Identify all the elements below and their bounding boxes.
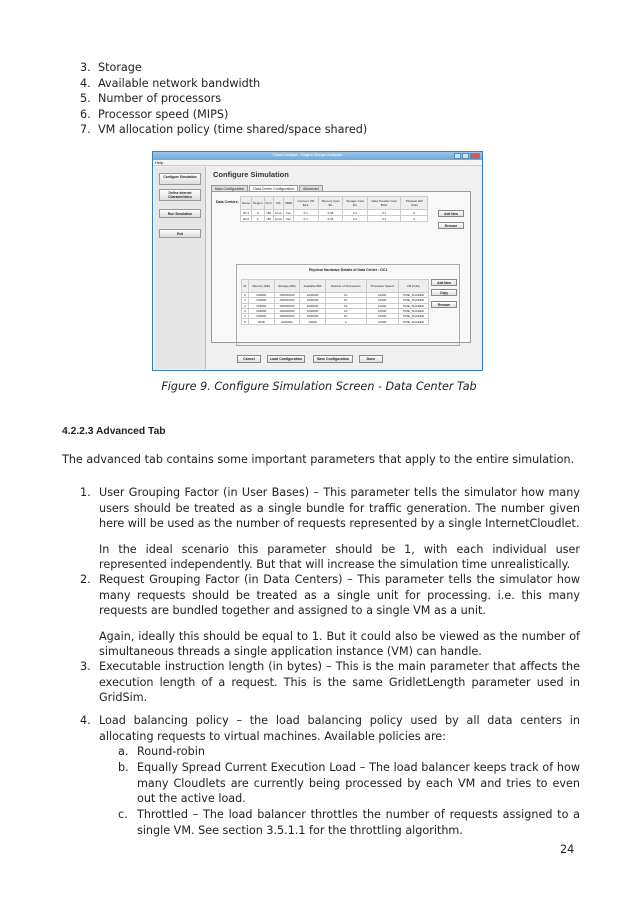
table-row[interactable]: 1 204800 100000000 1000000 10 10000 TIME_SHARED <box>242 298 429 303</box>
run-simulation-button[interactable]: Run Simulation <box>159 209 201 218</box>
intro-paragraph: The advanced tab contains some important parameters that apply to the entire simulation. <box>62 453 575 466</box>
left-navigation <box>155 167 206 369</box>
tab-main-configuration[interactable]: Main Configuration <box>211 185 248 192</box>
section-heading: 4.2.2.3 Advanced Tab <box>62 426 166 437</box>
done-button[interactable]: Done <box>359 355 383 363</box>
configure-simulation-button[interactable]: Configure Simulation <box>159 173 201 185</box>
list-item: 5. Number of processors <box>80 92 222 106</box>
window-controls <box>454 153 480 159</box>
list-item: 3. Executable instruction length (in bytes) – This is the main parameter that affects the execution length of a request. This is the same GridletLength parameter used in GridSim. <box>80 660 580 705</box>
figure-caption: Figure 9. Configure Simulation Screen - Data Center Tab <box>161 380 477 393</box>
list-item: 7. VM allocation policy (time shared/space shared) <box>80 123 368 137</box>
table-header: Id Memory (Mb) Storage (Mb) Available BW Number of Processors Processor Speed VM Policy <box>242 280 429 293</box>
configure-simulation-heading: Configure Simulation <box>213 170 289 179</box>
data-center-table <box>240 196 428 222</box>
hw-copy-button[interactable]: Copy <box>431 289 457 296</box>
table-row[interactable]: 2 204800 100000000 1000000 10 10000 TIME_SHARED <box>242 303 429 308</box>
physical-hardware-panel <box>236 264 460 346</box>
table-row[interactable]: 5 2048 1000000 10000 4 10000 TIME_SHARED <box>242 319 429 324</box>
configure-simulation-screenshot <box>152 151 483 371</box>
table-row[interactable]: DC2 1 x86 Linux Xen 0.1 0.05 0.1 0.1 2 <box>241 216 428 222</box>
hw-remove-button[interactable]: Remove <box>431 301 457 308</box>
maximize-icon[interactable] <box>462 153 469 159</box>
list-item: 6. Processor speed (MIPS) <box>80 107 229 121</box>
save-configuration-button[interactable]: Save Configuration <box>313 355 353 363</box>
list-item: 3. Storage <box>80 61 142 74</box>
close-icon[interactable] <box>470 153 480 159</box>
hw-add-new-button[interactable]: Add New <box>431 279 457 286</box>
table-row[interactable]: 0 204800 100000000 1000000 10 10000 TIME_SHARED <box>242 293 429 298</box>
exit-button[interactable]: Exit <box>159 229 201 238</box>
tab-advanced[interactable]: Advanced <box>299 185 323 192</box>
define-internet-characteristics-button[interactable]: Define Internet Characteristics <box>159 189 201 201</box>
minimize-icon[interactable] <box>454 153 461 159</box>
physical-hardware-table <box>241 279 429 325</box>
load-configuration-button[interactable]: Load Configuration <box>267 355 305 363</box>
list-item: 4. Available network bandwidth <box>80 76 261 90</box>
list-item: b. Equally Spread Current Execution Load – The load balancer keeps track of how many Cloudlets are currently being processed by each VM and tries to even out the active load. <box>118 761 580 806</box>
tab-data-center-configuration[interactable]: Data Center Configuration <box>249 185 298 192</box>
physical-hardware-title: Physical Hardware Details of Data Center : DC1 <box>308 268 388 272</box>
data-centers-label: Data Centers: <box>216 200 239 204</box>
table-row[interactable]: 4 204800 100000000 1000000 10 10000 TIME_SHARED <box>242 314 429 319</box>
page-number: 24 <box>560 843 575 856</box>
table-row[interactable]: DC1 0 x86 Linux Xen 0.1 0.05 0.1 0.1 6 <box>241 210 428 216</box>
table-header: Name Region Arch OS VMM Cost per VM $/Hr Memory Cost $/s Storage Cost $/s Data Transfer Cost $/Gb Physical HW Units <box>241 197 428 210</box>
menu-help[interactable]: Help <box>153 160 482 166</box>
dc-add-new-button[interactable]: Add New <box>438 210 464 217</box>
list-item: 2. Request Grouping Factor (in Data Centers) – This parameter tells the simulator how many requests should be treated as a single unit for processing. i.e. this many requests are bundled together and assigned to a single VM as a unit. Again, ideally this should be equal to 1. But it could also be viewed as the number of simultaneous threads a single application instance (VM) can handle. <box>80 573 580 659</box>
window-title: Cloud Analyst - Region Scope Analysis ... <box>273 152 347 157</box>
table-row[interactable]: 3 204800 100000000 1000000 10 10000 TIME_SHARED <box>242 308 429 313</box>
list-item: a. Round-robin <box>118 745 205 758</box>
data-center-panel <box>211 191 471 343</box>
window-titlebar <box>153 152 482 160</box>
configure-main-pane <box>209 167 479 369</box>
dc-remove-button[interactable]: Remove <box>438 222 464 229</box>
cancel-button[interactable]: Cancel <box>237 355 261 363</box>
list-item: c. Throttled – The load balancer throttles the number of requests assigned to a single VM. See section 3.5.1.1 for the throttling algorithm. <box>118 808 580 837</box>
top-numbered-list <box>80 60 540 138</box>
list-item: 1. User Grouping Factor (in User Bases) – This parameter tells the simulator how many users should be treated as a single bundle for traffic generation. The number given here will be used as the number of requests represented by a single InternetCloudlet. In the ideal scenario this parameter should be 1, with each individual user represented independently. But that will increase the simulation time unrealistically. <box>80 486 580 572</box>
list-item: 4. Load balancing policy – the load balancing policy used by all data centers in allocating requests to virtual machines. Available policies are: <box>80 714 580 743</box>
